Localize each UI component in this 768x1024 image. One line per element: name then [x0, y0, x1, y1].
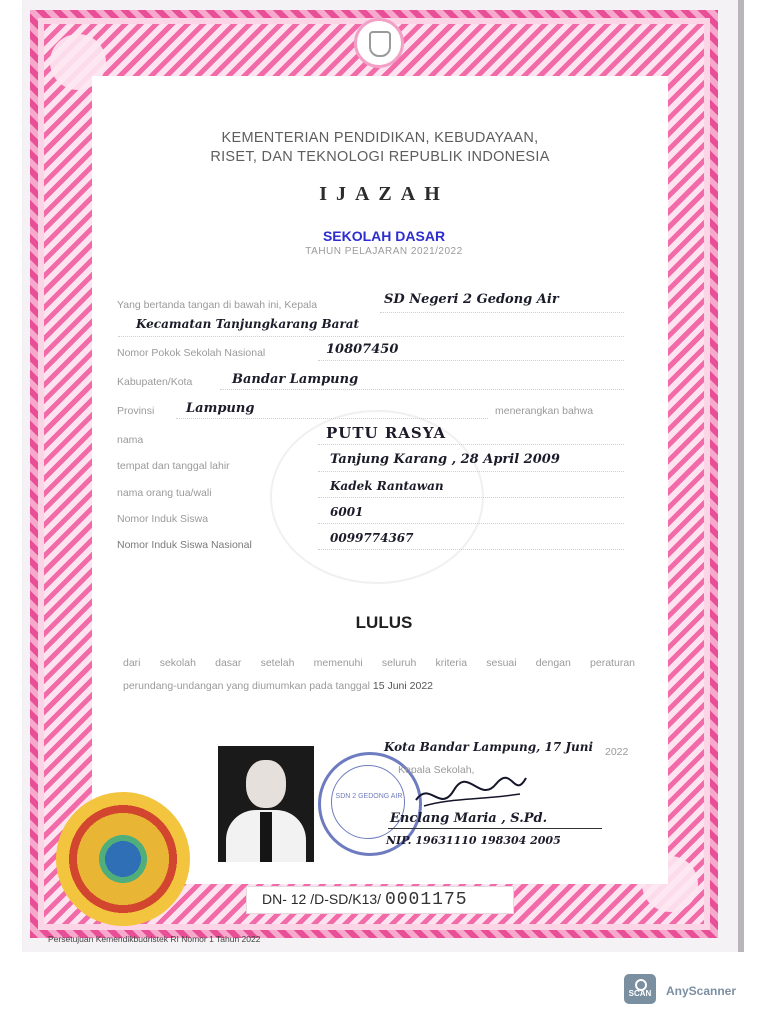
academic-year: TAHUN PELAJARAN 2021/2022	[305, 246, 463, 257]
name-label: nama	[117, 434, 144, 446]
document-title: IJAZAH	[319, 183, 449, 205]
dotted-line	[318, 360, 624, 361]
npsn-value: 10807450	[326, 342, 399, 357]
statement-prefix: perundang-undangan yang diumumkan pada tanggal	[123, 680, 370, 692]
result-lulus: LULUS	[355, 613, 413, 632]
province-value: Lampung	[186, 401, 255, 416]
school-name: SD Negeri 2 Gedong Air	[384, 292, 559, 307]
dotted-line	[220, 389, 624, 390]
dotted-line	[318, 471, 624, 472]
ministry-line-2: RISET, DAN TEKNOLOGI REPUBLIK INDONESIA	[210, 149, 550, 165]
ministry-line-1: KEMENTERIAN PENDIDIKAN, KEBUDAYAAN,	[221, 130, 539, 146]
nis-value: 6001	[330, 505, 364, 519]
certifies-label: menerangkan bahwa	[495, 405, 594, 417]
permit-text: Persetujuan Kemendikbudristek RI Nomor 1 Tahun 2022	[48, 934, 261, 944]
dotted-line	[176, 418, 488, 419]
stamp-text: SDN 2 GEDONG AIR	[335, 793, 403, 800]
head-role: Kepala Sekolah,	[398, 764, 475, 776]
serial-number	[262, 890, 468, 910]
dotted-line	[380, 312, 624, 313]
birth-label: tempat dan tanggal lahir	[117, 460, 230, 472]
sign-year: 2022	[605, 746, 629, 758]
parent-value: Kadek Rantawan	[330, 479, 444, 493]
student-name: PUTU RASYA	[326, 424, 447, 442]
dotted-line	[118, 336, 624, 337]
province-label: Provinsi	[117, 405, 155, 417]
npsn-label: Nomor Pokok Sekolah Nasional	[117, 347, 266, 359]
student-photo	[218, 746, 314, 862]
dotted-line	[318, 497, 624, 498]
dotted-line	[318, 523, 624, 524]
school-level: SEKOLAH DASAR	[322, 228, 446, 244]
statement-date: 15 Juni 2022	[372, 680, 434, 692]
city-value: Bandar Lampung	[232, 372, 359, 387]
statement-line-1: dari sekolah dasar setelah memenuhi seluruh kriteria sesuai dengan peraturan	[123, 657, 635, 669]
serial-value: 0001175	[384, 890, 468, 910]
tut-wuri-handayani-emblem-icon	[56, 792, 190, 926]
serial-prefix: DN- 12 /D-SD/K13/	[262, 891, 382, 907]
nisn-label: Nomor Induk Siswa Nasional	[117, 539, 252, 551]
intro-label: Yang bertanda tangan di bawah ini, Kepala	[117, 299, 318, 311]
head-name: Enclang Maria , S.Pd.	[390, 811, 548, 826]
scanner-logo-icon: SCAN	[624, 974, 656, 1004]
photo-tie	[260, 812, 272, 862]
district: Kecamatan Tanjungkarang Barat	[136, 317, 360, 331]
scanner-brand: AnyScanner	[666, 984, 737, 998]
photo-face	[246, 760, 286, 808]
place-date: Kota Bandar Lampung, 17 Juni	[384, 740, 594, 754]
nisn-value: 0099774367	[330, 531, 414, 545]
statement-line-2	[123, 680, 433, 692]
birth-value: Tanjung Karang , 28 April 2009	[330, 452, 560, 467]
garuda-crest-icon	[354, 18, 404, 68]
sign-underline	[388, 828, 602, 829]
parent-label: nama orang tua/wali	[117, 487, 212, 499]
scan-edge	[738, 0, 744, 952]
dotted-line	[318, 549, 624, 550]
city-label: Kabupaten/Kota	[117, 376, 193, 388]
dotted-line	[318, 444, 624, 445]
head-nip: NIP. 19631110 198304 2005	[386, 834, 561, 847]
nis-label: Nomor Induk Siswa	[117, 513, 209, 525]
